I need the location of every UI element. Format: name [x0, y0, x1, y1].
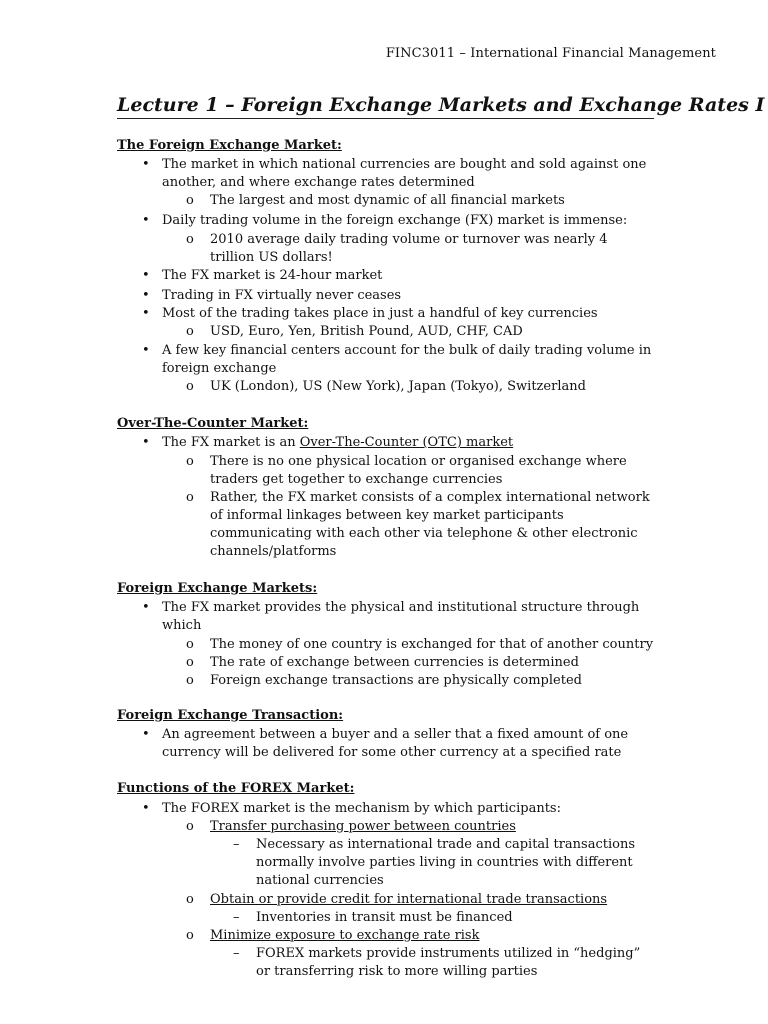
circle-marker: o	[186, 454, 194, 469]
list-item: o The money of one country is exchanged for that of another country	[186, 637, 654, 652]
circle-marker: o	[186, 490, 194, 505]
bullet-marker: •	[142, 600, 150, 615]
list-item: – Necessary as international trade and capital transactions normally involve parties living in countries with different national currencies	[233, 837, 635, 888]
list-item: • The market in which national currencies are bought and sold against one another, and where exchange rates determined	[142, 157, 647, 190]
circle-marker: o	[186, 379, 194, 394]
circle-marker: o	[186, 819, 194, 834]
list-item: o Rather, the FX market consists of a complex international network of informal linkages between key market participants communicating with each other via telephone & other electronic channels/platforms	[186, 490, 650, 559]
list-item: • Daily trading volume in the foreign exchange (FX) market is immense:	[142, 213, 628, 228]
bullet-marker: •	[142, 435, 150, 450]
section-title-otc: Over-The-Counter Market:	[117, 416, 309, 431]
circle-marker: o	[186, 673, 194, 688]
circle-marker: o	[186, 892, 194, 907]
section-title-fx-market: The Foreign Exchange Market:	[117, 138, 342, 153]
list-item: – Inventories in transit must be financed	[233, 910, 513, 925]
circle-marker: o	[186, 655, 194, 670]
section-title-functions: Functions of the FOREX Market:	[117, 781, 355, 796]
list-item: o UK (London), US (New York), Japan (Tokyo), Switzerland	[186, 379, 586, 394]
header-course: FINC3011 – International Financial Management	[385, 46, 716, 61]
list-item: o Foreign exchange transactions are physically completed	[186, 673, 582, 688]
section-title-fx-markets: Foreign Exchange Markets:	[117, 581, 318, 596]
list-item: • An agreement between a buyer and a seller that a fixed amount of one currency will be delivered for some other currency at a specified rate	[142, 727, 629, 760]
list-item: – FOREX markets provide instruments utilized in “hedging” or transferring risk to more willing parties	[233, 946, 641, 979]
list-item: o There is no one physical location or organised exchange where traders get together to exchange currencies	[186, 454, 627, 487]
circle-marker: o	[186, 928, 194, 943]
bullet-marker: •	[142, 801, 150, 816]
list-item: • Trading in FX virtually never ceases	[142, 288, 402, 303]
circle-marker: o	[186, 637, 194, 652]
dash-marker: –	[233, 910, 240, 925]
bullet-marker: •	[142, 157, 150, 172]
bullet-marker: •	[142, 288, 150, 303]
dash-marker: –	[233, 946, 240, 961]
list-item: o Obtain or provide credit for international trade transactions	[186, 892, 608, 907]
list-item: • Most of the trading takes place in just a handful of key currencies	[142, 306, 598, 321]
bullet-marker: •	[142, 306, 150, 321]
list-item: • The FX market is 24-hour market	[142, 268, 383, 283]
list-item: o Transfer purchasing power between countries	[186, 819, 516, 834]
bullet-marker: •	[142, 213, 150, 228]
otc-term: Over-The-Counter (OTC) market	[299, 435, 514, 450]
list-item: • The FX market provides the physical and institutional structure through which	[142, 600, 640, 633]
bullet-marker: •	[142, 727, 150, 742]
bullet-marker: •	[142, 343, 150, 358]
circle-marker: o	[186, 193, 194, 208]
section-title-fx-transaction: Foreign Exchange Transaction:	[117, 708, 344, 723]
circle-marker: o	[186, 324, 194, 339]
list-item: • A few key financial centers account for the bulk of daily trading volume in foreign exchange	[142, 343, 652, 376]
dash-marker: –	[233, 837, 240, 852]
page-title: Lecture 1 – Foreign Exchange Markets and Exchange Rates I	[117, 94, 654, 119]
list-item: o The largest and most dynamic of all financial markets	[186, 193, 565, 208]
list-item: o The rate of exchange between currencies is determined	[186, 655, 579, 670]
list-item: • The FOREX market is the mechanism by which participants:	[142, 801, 561, 816]
circle-marker: o	[186, 232, 194, 247]
list-item: o Minimize exposure to exchange rate risk	[186, 928, 480, 943]
list-item: • The FX market is an Over-The-Counter (OTC) market	[142, 435, 514, 450]
list-item: o USD, Euro, Yen, British Pound, AUD, CHF, CAD	[186, 324, 523, 339]
list-item: o 2010 average daily trading volume or turnover was nearly 4 trillion US dollars!	[186, 232, 608, 265]
bullet-marker: •	[142, 268, 150, 283]
